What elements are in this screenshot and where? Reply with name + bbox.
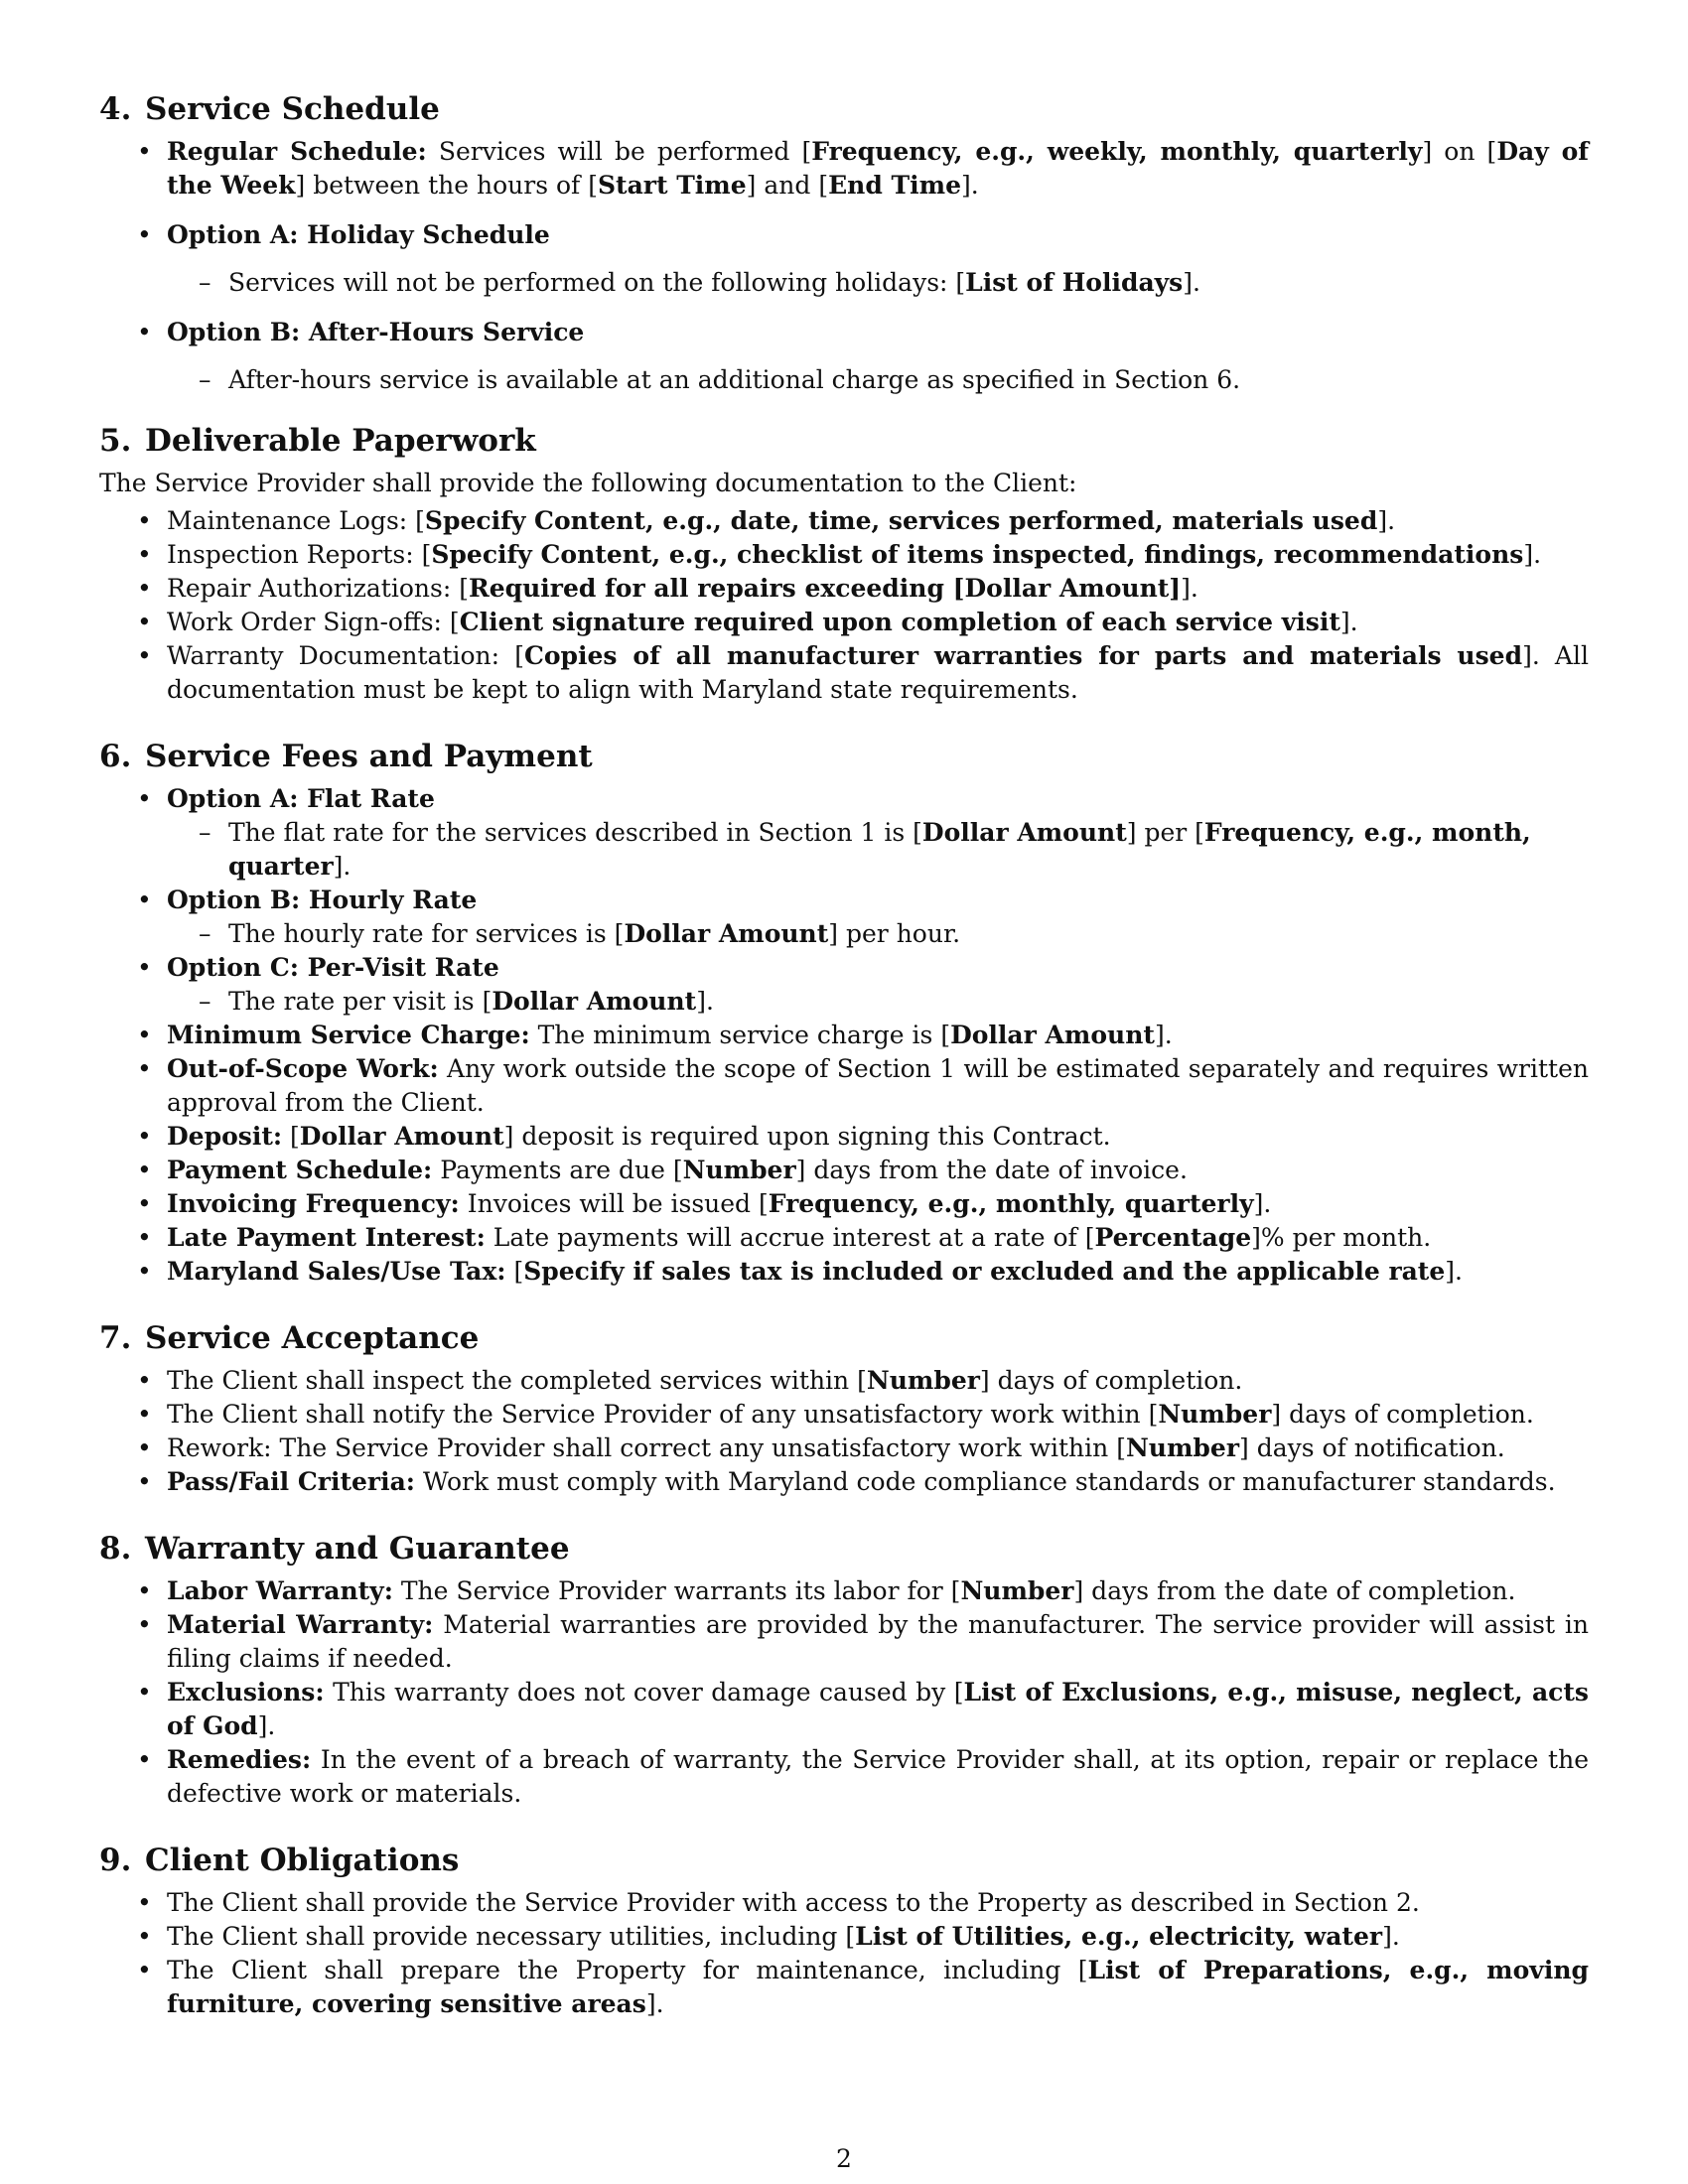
list-item: • Payment Schedule: Payments are due [Number] days from the date of invoice.	[99, 1154, 1589, 1187]
section-heading: 4. Service Schedule	[99, 91, 440, 127]
list-item: • Option A: Flat Rate – The flat rate for the services described in Section 1 is [Dollar Amount] per [Frequency, e.g., month, quarter].	[99, 782, 1589, 884]
section-warranty	[99, 1527, 1589, 1811]
list-item: • Rework: The Service Provider shall correct any unsatisfactory work within [Number] days of notification.	[99, 1432, 1589, 1465]
section-heading: 5. Deliverable Paperwork	[99, 423, 536, 459]
page-number: 2	[836, 2144, 852, 2173]
list-item: • Repair Authorizations: [Required for all repairs exceeding [Dollar Amount]].	[99, 572, 1589, 606]
sub-list	[167, 363, 1589, 397]
bullet-list	[99, 1886, 1589, 2021]
section-intro: The Service Provider shall provide the following documentation to the Client:	[99, 469, 1077, 497]
sub-list-item: – After-hours service is available at an additional charge as specified in Section 6.	[167, 363, 1589, 397]
list-item: • Pass/Fail Criteria: Work must comply with Maryland code compliance standards or manufacturer standards.	[99, 1465, 1589, 1499]
section-client-obligations	[99, 1839, 1589, 2021]
list-item: • Out-of-Scope Work: Any work outside the scope of Section 1 will be estimated separately and requires written approval from the Client.	[99, 1052, 1589, 1120]
list-item: • Work Order Sign-offs: [Client signature required upon completion of each service visit].	[99, 606, 1589, 639]
section-heading: 7. Service Acceptance	[99, 1320, 480, 1356]
list-item: • The Client shall notify the Service Provider of any unsatisfactory work within [Number] days of completion.	[99, 1398, 1589, 1432]
section-service-fees	[99, 735, 1589, 1289]
list-item: • Invoicing Frequency: Invoices will be issued [Frequency, e.g., monthly, quarterly].	[99, 1187, 1589, 1221]
list-item: • Minimum Service Charge: The minimum service charge is [Dollar Amount].	[99, 1019, 1589, 1052]
list-item: • The Client shall provide the Service Provider with access to the Property as described in Section 2.	[99, 1886, 1589, 1920]
sub-list-item: – Services will not be performed on the following holidays: [List of Holidays].	[167, 266, 1589, 300]
section-heading: 8. Warranty and Guarantee	[99, 1531, 570, 1567]
sub-list-item: – The rate per visit is [Dollar Amount].	[167, 985, 1589, 1019]
document-page	[99, 87, 1589, 2041]
list-item: • Inspection Reports: [Specify Content, e.g., checklist of items inspected, findings, recommendations].	[99, 538, 1589, 572]
sub-list	[167, 266, 1589, 300]
list-item: • Maryland Sales/Use Tax: [Specify if sales tax is included or excluded and the applicable rate].	[99, 1255, 1589, 1289]
list-item: • Option B: Hourly Rate – The hourly rate for services is [Dollar Amount] per hour.	[99, 884, 1589, 951]
list-item: • Option A: Holiday Schedule – Services will not be performed on the following holidays: [List of Holidays].	[99, 218, 1589, 300]
sub-list-item: – The flat rate for the services described in Section 1 is [Dollar Amount] per [Frequency, e.g., month, quarter].	[167, 816, 1589, 884]
section-service-schedule	[99, 87, 1589, 397]
list-item: • Labor Warranty: The Service Provider warrants its labor for [Number] days from the date of completion.	[99, 1574, 1589, 1608]
section-deliverable-paperwork	[99, 419, 1589, 707]
sub-list	[167, 816, 1589, 884]
sub-list	[167, 917, 1589, 951]
bullet-list	[99, 1574, 1589, 1811]
list-item: • Remedies: In the event of a breach of warranty, the Service Provider shall, at its option, repair or replace the defective work or materials.	[99, 1743, 1589, 1811]
list-item: • The Client shall provide necessary utilities, including [List of Utilities, e.g., electricity, water].	[99, 1920, 1589, 1954]
list-item: • Material Warranty: Material warranties are provided by the manufacturer. The service provider will assist in filing claims if needed.	[99, 1608, 1589, 1676]
bullet-list	[99, 782, 1589, 1289]
sub-list-item: – The hourly rate for services is [Dollar Amount] per hour.	[167, 917, 1589, 951]
list-item: • Late Payment Interest: Late payments will accrue interest at a rate of [Percentage]% per month.	[99, 1221, 1589, 1255]
list-item: • The Client shall prepare the Property for maintenance, including [List of Preparations, e.g., moving furniture, covering sensitive areas].	[99, 1954, 1589, 2021]
list-item: • Warranty Documentation: [Copies of all manufacturer warranties for parts and materials used]. All documentation must be kept to align with Maryland state requirements.	[99, 639, 1589, 707]
list-item: • Deposit: [Dollar Amount] deposit is required upon signing this Contract.	[99, 1120, 1589, 1154]
section-heading: 6. Service Fees and Payment	[99, 739, 593, 774]
bullet-list	[99, 1364, 1589, 1499]
list-item: • Exclusions: This warranty does not cover damage caused by [List of Exclusions, e.g., misuse, neglect, acts of God].	[99, 1676, 1589, 1743]
list-item: • The Client shall inspect the completed services within [Number] days of completion.	[99, 1364, 1589, 1398]
bullet-list	[99, 504, 1589, 707]
section-heading: 9. Client Obligations	[99, 1843, 460, 1878]
sub-list	[167, 985, 1589, 1019]
section-service-acceptance	[99, 1316, 1589, 1499]
list-item: • Option B: After-Hours Service – After-hours service is available at an additional charge as specified in Section 6.	[99, 316, 1589, 397]
list-item: • Maintenance Logs: [Specify Content, e.g., date, time, services performed, materials used].	[99, 504, 1589, 538]
bullet-list	[99, 135, 1589, 397]
list-item: • Regular Schedule: Services will be performed [Frequency, e.g., weekly, monthly, quarterly] on [Day of the Week] between the hours of [Start Time] and [End Time].	[99, 135, 1589, 203]
list-item: • Option C: Per-Visit Rate – The rate per visit is [Dollar Amount].	[99, 951, 1589, 1019]
